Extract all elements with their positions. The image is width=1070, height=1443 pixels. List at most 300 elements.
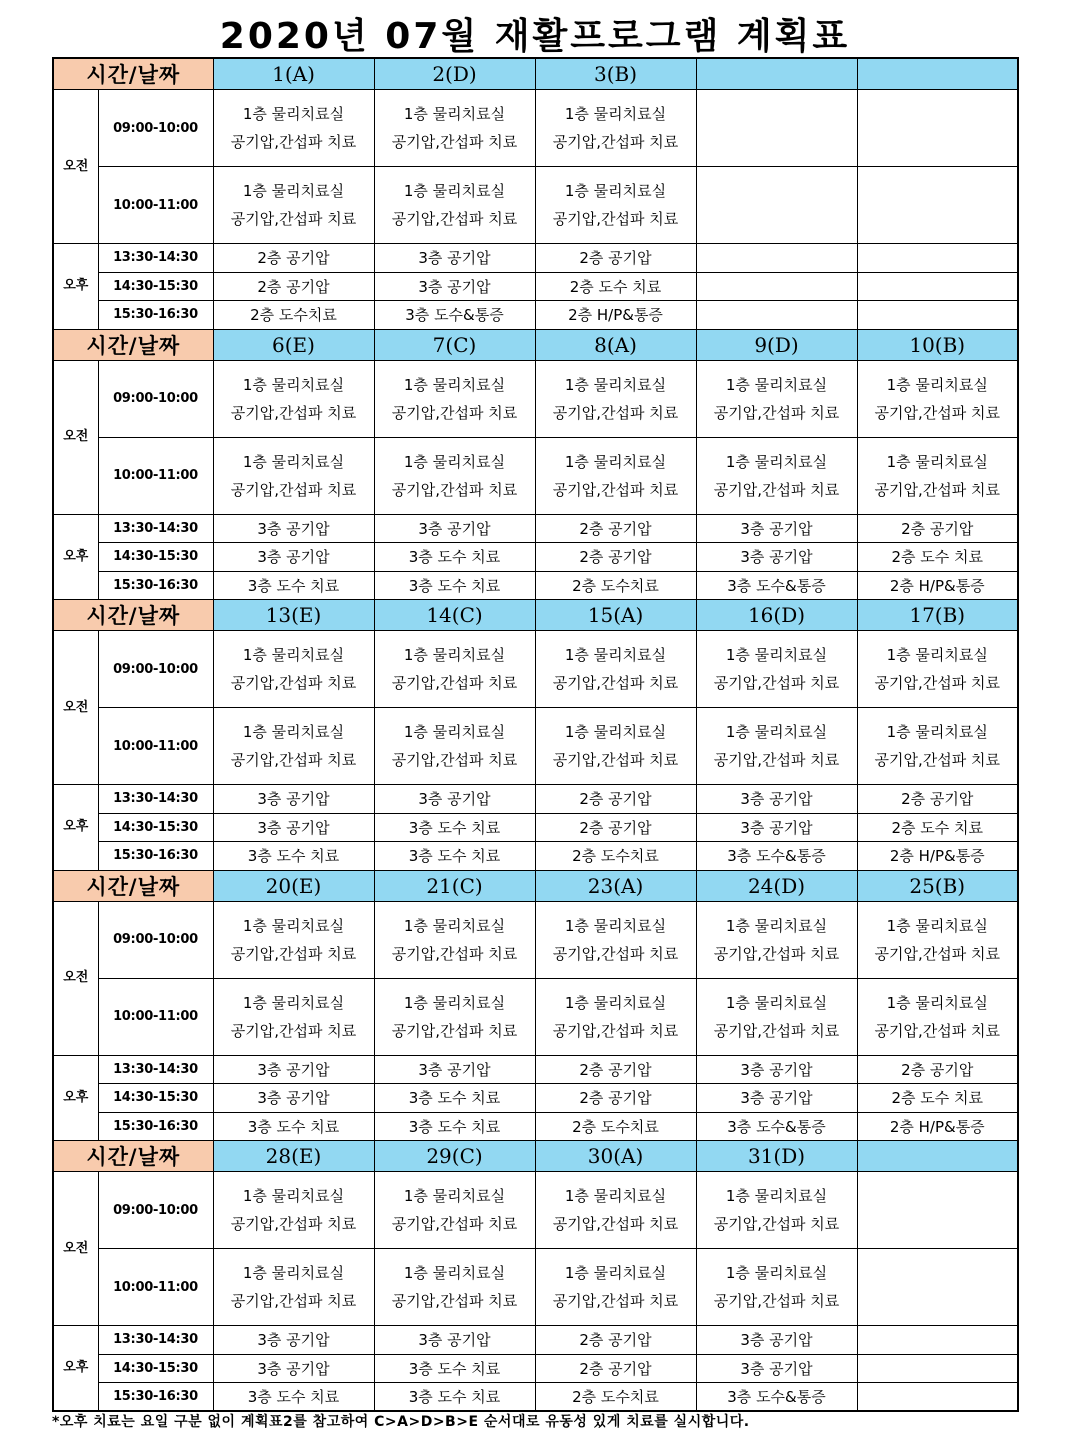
session-location: 1층 물리치료실 bbox=[564, 375, 667, 394]
session-location: 1층 물리치료실 bbox=[725, 916, 828, 935]
pm-slot-row bbox=[53, 1354, 1018, 1383]
session-location: 1층 물리치료실 bbox=[242, 1264, 345, 1282]
date-cell: 2(D) bbox=[374, 58, 535, 90]
session-cell: 2층 공기압 bbox=[213, 244, 374, 273]
date-cell: 7(C) bbox=[374, 329, 535, 360]
session-cell: 2층 공기압 bbox=[213, 272, 374, 301]
session-location: 1층 물리치료실 bbox=[886, 916, 988, 935]
session-treatment: 공기압,간섭파 치료 bbox=[713, 403, 840, 422]
session-treatment: 공기압,간섭파 치료 bbox=[230, 751, 357, 769]
footnote: *오후 치료는 요일 구분 없이 계획표2를 참고하여 C>A>D>B>E 순서대로 유동성 있게 치료를 실시합니다. bbox=[52, 1414, 750, 1430]
session-cell: 2층 공기압 bbox=[535, 244, 696, 273]
time-slot: 14:30-15:30 bbox=[98, 1354, 213, 1383]
session-cell bbox=[374, 90, 535, 167]
session-treatment bbox=[858, 205, 1018, 233]
session-treatment bbox=[858, 1210, 1018, 1238]
session-cell: 3층 공기압 bbox=[213, 543, 374, 572]
session-cell: 3층 도수 치료 bbox=[374, 1354, 535, 1383]
session-location bbox=[858, 100, 1018, 128]
week-header-row bbox=[53, 600, 1018, 631]
session-cell: 3층 도수&통증 bbox=[696, 571, 857, 600]
pm-slot-row bbox=[53, 813, 1018, 842]
session-cell bbox=[696, 901, 857, 978]
schedule-table bbox=[52, 57, 1019, 1412]
time-slot: 09:00-10:00 bbox=[98, 90, 213, 167]
time-date-label: 시간/날짜 bbox=[53, 600, 213, 631]
session-treatment bbox=[858, 1287, 1018, 1315]
session-cell: 3층 도수&통증 bbox=[696, 1383, 857, 1412]
pm-slot-row bbox=[53, 272, 1018, 301]
date-cell: 1(A) bbox=[213, 58, 374, 90]
date-cell: 10(B) bbox=[857, 329, 1018, 360]
session-cell bbox=[857, 90, 1018, 167]
session-treatment: 공기압,간섭파 치료 bbox=[230, 674, 357, 692]
pm-slot-row bbox=[53, 842, 1018, 871]
session-cell bbox=[857, 167, 1018, 244]
session-location: 1층 물리치료실 bbox=[564, 452, 667, 471]
session-location: 1층 물리치료실 bbox=[886, 646, 988, 664]
session-location bbox=[697, 100, 857, 128]
session-treatment: 공기압,간섭파 치료 bbox=[552, 944, 679, 963]
date-cell: 29(C) bbox=[374, 1141, 535, 1172]
session-cell bbox=[535, 360, 696, 437]
session-cell bbox=[535, 978, 696, 1055]
session-cell: 3층 도수 치료 bbox=[374, 571, 535, 600]
session-cell: 2층 도수 치료 bbox=[535, 272, 696, 301]
session-cell: 3층 공기압 bbox=[213, 1326, 374, 1355]
session-location: 1층 물리치료실 bbox=[564, 646, 667, 664]
session-treatment: 공기압,간섭파 치료 bbox=[552, 1021, 679, 1040]
time-slot: 14:30-15:30 bbox=[98, 543, 213, 572]
session-cell bbox=[696, 360, 857, 437]
am-slot-row bbox=[53, 1249, 1018, 1326]
time-slot: 10:00-11:00 bbox=[98, 1249, 213, 1326]
pm-slot-row bbox=[53, 1383, 1018, 1412]
session-cell bbox=[213, 1249, 374, 1326]
session-cell: 3층 공기압 bbox=[696, 543, 857, 572]
session-location: 1층 물리치료실 bbox=[403, 105, 506, 123]
pm-slot-row bbox=[53, 1055, 1018, 1084]
session-location: 1층 물리치료실 bbox=[242, 105, 345, 123]
time-slot: 13:30-14:30 bbox=[98, 1326, 213, 1355]
session-cell bbox=[696, 244, 857, 273]
session-treatment: 공기압,간섭파 치료 bbox=[230, 944, 357, 963]
session-cell bbox=[857, 1249, 1018, 1326]
session-cell: 2층 도수치료 bbox=[535, 1112, 696, 1141]
session-cell bbox=[535, 1172, 696, 1249]
time-slot: 15:30-16:30 bbox=[98, 571, 213, 600]
time-date-label: 시간/날짜 bbox=[53, 870, 213, 901]
session-location: 1층 물리치료실 bbox=[564, 993, 667, 1012]
session-location: 1층 물리치료실 bbox=[564, 182, 667, 200]
session-treatment: 공기압,간섭파 치료 bbox=[552, 1292, 679, 1310]
session-treatment: 공기압,간섭파 치료 bbox=[391, 210, 518, 228]
session-cell: 3층 공기압 bbox=[696, 1326, 857, 1355]
date-cell bbox=[857, 1141, 1018, 1172]
session-cell bbox=[696, 437, 857, 514]
page-title: 2020년 07월 재활프로그램 계획표 bbox=[219, 16, 851, 57]
pm-slot-row bbox=[53, 301, 1018, 330]
session-cell: 2층 공기압 bbox=[857, 1055, 1018, 1084]
session-location: 1층 물리치료실 bbox=[403, 723, 506, 741]
session-treatment: 공기압,간섭파 치료 bbox=[713, 751, 840, 769]
time-date-label: 시간/날짜 bbox=[53, 329, 213, 360]
session-cell bbox=[535, 631, 696, 708]
session-location: 1층 물리치료실 bbox=[403, 916, 506, 935]
date-cell: 21(C) bbox=[374, 870, 535, 901]
session-treatment: 공기압,간섭파 치료 bbox=[230, 210, 357, 228]
session-cell bbox=[535, 90, 696, 167]
session-cell bbox=[696, 708, 857, 785]
session-cell: 2층 도수치료 bbox=[535, 571, 696, 600]
session-cell: 2층 공기압 bbox=[535, 514, 696, 543]
session-location: 1층 물리치료실 bbox=[403, 1264, 506, 1282]
session-cell bbox=[213, 901, 374, 978]
session-cell bbox=[213, 360, 374, 437]
session-cell bbox=[374, 708, 535, 785]
period-pm: 오후 bbox=[53, 1326, 98, 1412]
time-slot: 10:00-11:00 bbox=[98, 978, 213, 1055]
session-cell bbox=[857, 301, 1018, 330]
session-cell bbox=[696, 631, 857, 708]
session-treatment: 공기압,간섭파 치료 bbox=[713, 1021, 840, 1040]
time-slot: 10:00-11:00 bbox=[98, 437, 213, 514]
period-am: 오전 bbox=[53, 90, 98, 244]
session-treatment: 공기압,간섭파 치료 bbox=[552, 1215, 679, 1233]
session-cell: 3층 공기압 bbox=[696, 1354, 857, 1383]
session-location: 1층 물리치료실 bbox=[242, 452, 345, 471]
session-cell: 2층 도수 치료 bbox=[857, 543, 1018, 572]
am-slot-row bbox=[53, 708, 1018, 785]
week-header-row bbox=[53, 870, 1018, 901]
session-cell bbox=[857, 360, 1018, 437]
session-location: 1층 물리치료실 bbox=[403, 993, 506, 1012]
session-cell bbox=[696, 1249, 857, 1326]
session-cell: 3층 공기압 bbox=[374, 244, 535, 273]
period-am: 오전 bbox=[53, 631, 98, 785]
session-cell: 2층 도수치료 bbox=[535, 842, 696, 871]
pm-slot-row bbox=[53, 571, 1018, 600]
pm-slot-row bbox=[53, 514, 1018, 543]
session-location: 1층 물리치료실 bbox=[725, 723, 828, 741]
session-location: 1층 물리치료실 bbox=[564, 105, 667, 123]
session-cell: 3층 도수 치료 bbox=[213, 1383, 374, 1412]
session-cell: 3층 도수 치료 bbox=[374, 1383, 535, 1412]
week-header-row bbox=[53, 1141, 1018, 1172]
session-treatment: 공기압,간섭파 치료 bbox=[552, 403, 679, 422]
time-date-label: 시간/날짜 bbox=[53, 1141, 213, 1172]
session-treatment: 공기압,간섭파 치료 bbox=[230, 480, 357, 499]
session-location: 1층 물리치료실 bbox=[886, 723, 988, 741]
session-cell bbox=[535, 437, 696, 514]
time-slot: 14:30-15:30 bbox=[98, 813, 213, 842]
session-cell: 3층 도수&통증 bbox=[374, 301, 535, 330]
time-slot: 15:30-16:30 bbox=[98, 301, 213, 330]
session-treatment: 공기압,간섭파 치료 bbox=[552, 751, 679, 769]
date-cell: 9(D) bbox=[696, 329, 857, 360]
time-slot: 09:00-10:00 bbox=[98, 360, 213, 437]
date-cell: 6(E) bbox=[213, 329, 374, 360]
session-treatment: 공기압,간섭파 치료 bbox=[552, 210, 679, 228]
session-treatment: 공기압,간섭파 치료 bbox=[713, 1215, 840, 1233]
session-treatment: 공기압,간섭파 치료 bbox=[230, 133, 357, 151]
session-treatment: 공기압,간섭파 치료 bbox=[230, 1292, 357, 1310]
session-location: 1층 물리치료실 bbox=[564, 723, 667, 741]
pm-slot-row bbox=[53, 1326, 1018, 1355]
date-cell: 13(E) bbox=[213, 600, 374, 631]
session-cell: 3층 공기압 bbox=[696, 785, 857, 814]
session-cell bbox=[857, 437, 1018, 514]
session-treatment: 공기압,간섭파 치료 bbox=[552, 674, 679, 692]
date-cell: 28(E) bbox=[213, 1141, 374, 1172]
session-location: 1층 물리치료실 bbox=[886, 993, 988, 1012]
session-treatment: 공기압,간섭파 치료 bbox=[874, 403, 1000, 422]
session-location: 1층 물리치료실 bbox=[242, 1187, 345, 1205]
session-location: 1층 물리치료실 bbox=[725, 1187, 828, 1205]
period-am: 오전 bbox=[53, 1172, 98, 1326]
date-cell: 16(D) bbox=[696, 600, 857, 631]
time-slot: 14:30-15:30 bbox=[98, 1084, 213, 1113]
session-treatment: 공기압,간섭파 치료 bbox=[391, 1021, 518, 1040]
session-cell bbox=[374, 631, 535, 708]
session-treatment: 공기압,간섭파 치료 bbox=[713, 480, 840, 499]
session-location: 1층 물리치료실 bbox=[725, 646, 828, 664]
session-cell bbox=[374, 437, 535, 514]
session-treatment: 공기압,간섭파 치료 bbox=[713, 944, 840, 963]
session-cell: 3층 도수 치료 bbox=[374, 1112, 535, 1141]
session-cell: 2층 H/P&통증 bbox=[857, 1112, 1018, 1141]
session-cell bbox=[213, 437, 374, 514]
session-location: 1층 물리치료실 bbox=[242, 993, 345, 1012]
date-cell: 14(C) bbox=[374, 600, 535, 631]
session-treatment: 공기압,간섭파 치료 bbox=[713, 674, 840, 692]
session-location: 1층 물리치료실 bbox=[242, 723, 345, 741]
session-cell: 3층 공기압 bbox=[696, 514, 857, 543]
pm-slot-row bbox=[53, 543, 1018, 572]
session-cell: 3층 공기압 bbox=[696, 1084, 857, 1113]
period-pm: 오후 bbox=[53, 1055, 98, 1141]
time-slot: 13:30-14:30 bbox=[98, 785, 213, 814]
time-slot: 14:30-15:30 bbox=[98, 272, 213, 301]
am-slot-row bbox=[53, 978, 1018, 1055]
session-location: 1층 물리치료실 bbox=[242, 182, 345, 200]
date-cell: 20(E) bbox=[213, 870, 374, 901]
session-cell: 2층 공기압 bbox=[535, 785, 696, 814]
session-cell bbox=[696, 301, 857, 330]
session-cell bbox=[374, 360, 535, 437]
time-slot: 15:30-16:30 bbox=[98, 842, 213, 871]
session-location bbox=[858, 177, 1018, 205]
session-cell: 3층 도수 치료 bbox=[213, 571, 374, 600]
session-cell bbox=[535, 167, 696, 244]
session-cell bbox=[857, 631, 1018, 708]
time-slot: 10:00-11:00 bbox=[98, 167, 213, 244]
am-slot-row bbox=[53, 901, 1018, 978]
session-cell bbox=[857, 1172, 1018, 1249]
session-location: 1층 물리치료실 bbox=[886, 375, 988, 394]
session-cell: 3층 공기압 bbox=[213, 813, 374, 842]
session-cell: 2층 공기압 bbox=[857, 785, 1018, 814]
session-cell: 3층 도수 치료 bbox=[374, 1084, 535, 1113]
date-cell bbox=[696, 58, 857, 90]
date-cell: 17(B) bbox=[857, 600, 1018, 631]
session-location bbox=[697, 177, 857, 205]
period-pm: 오후 bbox=[53, 785, 98, 871]
time-slot: 15:30-16:30 bbox=[98, 1112, 213, 1141]
session-location: 1층 물리치료실 bbox=[564, 1264, 667, 1282]
session-cell: 2층 도수 치료 bbox=[857, 1084, 1018, 1113]
session-treatment: 공기압,간섭파 치료 bbox=[230, 1215, 357, 1233]
session-cell bbox=[696, 167, 857, 244]
session-location: 1층 물리치료실 bbox=[725, 452, 828, 471]
session-treatment: 공기압,간섭파 치료 bbox=[552, 480, 679, 499]
session-cell bbox=[857, 1354, 1018, 1383]
time-date-label: 시간/날짜 bbox=[53, 58, 213, 90]
session-treatment: 공기압,간섭파 치료 bbox=[391, 751, 518, 769]
session-cell: 3층 공기압 bbox=[374, 272, 535, 301]
time-slot: 13:30-14:30 bbox=[98, 514, 213, 543]
session-cell bbox=[696, 272, 857, 301]
period-am: 오전 bbox=[53, 901, 98, 1055]
session-cell bbox=[857, 272, 1018, 301]
session-cell: 3층 도수 치료 bbox=[213, 1112, 374, 1141]
session-cell: 3층 공기압 bbox=[374, 514, 535, 543]
session-cell bbox=[857, 978, 1018, 1055]
session-cell: 3층 공기압 bbox=[213, 514, 374, 543]
session-location bbox=[858, 1259, 1018, 1287]
date-cell: 25(B) bbox=[857, 870, 1018, 901]
session-cell: 3층 공기압 bbox=[374, 785, 535, 814]
session-location: 1층 물리치료실 bbox=[403, 452, 506, 471]
session-cell bbox=[213, 978, 374, 1055]
session-cell bbox=[213, 167, 374, 244]
session-location: 1층 물리치료실 bbox=[886, 452, 988, 471]
session-treatment: 공기압,간섭파 치료 bbox=[391, 674, 518, 692]
session-location: 1층 물리치료실 bbox=[403, 182, 506, 200]
session-cell: 3층 공기압 bbox=[374, 1055, 535, 1084]
period-pm: 오후 bbox=[53, 514, 98, 600]
session-treatment: 공기압,간섭파 치료 bbox=[391, 944, 518, 963]
session-cell: 3층 도수 치료 bbox=[213, 842, 374, 871]
session-treatment: 공기압,간섭파 치료 bbox=[874, 480, 1000, 499]
session-cell: 3층 공기압 bbox=[696, 1055, 857, 1084]
date-cell: 30(A) bbox=[535, 1141, 696, 1172]
session-cell bbox=[213, 708, 374, 785]
session-location: 1층 물리치료실 bbox=[403, 375, 506, 394]
time-slot: 10:00-11:00 bbox=[98, 708, 213, 785]
date-cell: 23(A) bbox=[535, 870, 696, 901]
session-location: 1층 물리치료실 bbox=[725, 1264, 828, 1282]
session-cell: 3층 도수 치료 bbox=[374, 543, 535, 572]
session-treatment: 공기압,간섭파 치료 bbox=[391, 403, 518, 422]
session-treatment: 공기압,간섭파 치료 bbox=[874, 1021, 1000, 1040]
session-location: 1층 물리치료실 bbox=[403, 1187, 506, 1205]
session-cell bbox=[213, 1172, 374, 1249]
session-cell: 2층 공기압 bbox=[535, 1326, 696, 1355]
session-cell: 2층 도수 치료 bbox=[857, 813, 1018, 842]
date-cell bbox=[857, 58, 1018, 90]
session-cell: 2층 공기압 bbox=[535, 813, 696, 842]
date-cell: 15(A) bbox=[535, 600, 696, 631]
session-treatment: 공기압,간섭파 치료 bbox=[391, 480, 518, 499]
session-cell bbox=[535, 1249, 696, 1326]
am-slot-row bbox=[53, 437, 1018, 514]
period-am: 오전 bbox=[53, 360, 98, 514]
session-cell bbox=[374, 978, 535, 1055]
pm-slot-row bbox=[53, 1084, 1018, 1113]
session-treatment: 공기압,간섭파 치료 bbox=[713, 1292, 840, 1310]
session-treatment: 공기압,간섭파 치료 bbox=[874, 751, 1000, 769]
time-slot: 09:00-10:00 bbox=[98, 1172, 213, 1249]
session-treatment: 공기압,간섭파 치료 bbox=[230, 1021, 357, 1040]
session-cell: 3층 공기압 bbox=[374, 1326, 535, 1355]
time-slot: 15:30-16:30 bbox=[98, 1383, 213, 1412]
session-cell: 3층 공기압 bbox=[213, 1354, 374, 1383]
date-cell: 3(B) bbox=[535, 58, 696, 90]
session-cell bbox=[857, 1326, 1018, 1355]
date-cell: 31(D) bbox=[696, 1141, 857, 1172]
am-slot-row bbox=[53, 1172, 1018, 1249]
session-cell: 2층 공기압 bbox=[535, 543, 696, 572]
session-treatment: 공기압,간섭파 치료 bbox=[391, 133, 518, 151]
pm-slot-row bbox=[53, 785, 1018, 814]
session-treatment bbox=[858, 128, 1018, 156]
am-slot-row bbox=[53, 360, 1018, 437]
session-location: 1층 물리치료실 bbox=[725, 375, 828, 394]
session-treatment: 공기압,간섭파 치료 bbox=[874, 674, 1000, 692]
session-treatment: 공기압,간섭파 치료 bbox=[391, 1215, 518, 1233]
session-cell bbox=[374, 1172, 535, 1249]
session-cell bbox=[696, 1172, 857, 1249]
session-location: 1층 물리치료실 bbox=[725, 993, 828, 1012]
session-cell: 3층 공기압 bbox=[213, 1084, 374, 1113]
date-cell: 24(D) bbox=[696, 870, 857, 901]
session-location: 1층 물리치료실 bbox=[242, 646, 345, 664]
session-treatment: 공기압,간섭파 치료 bbox=[391, 1292, 518, 1310]
session-cell bbox=[374, 901, 535, 978]
date-cell: 8(A) bbox=[535, 329, 696, 360]
week-header-row bbox=[53, 329, 1018, 360]
session-cell: 3층 공기압 bbox=[213, 1055, 374, 1084]
session-cell: 2층 공기압 bbox=[535, 1354, 696, 1383]
session-treatment: 공기압,간섭파 치료 bbox=[874, 944, 1000, 963]
session-cell bbox=[535, 708, 696, 785]
session-treatment bbox=[697, 205, 857, 233]
time-slot: 13:30-14:30 bbox=[98, 1055, 213, 1084]
session-location: 1층 물리치료실 bbox=[564, 916, 667, 935]
session-cell: 2층 공기압 bbox=[535, 1084, 696, 1113]
session-cell: 2층 공기압 bbox=[857, 514, 1018, 543]
session-cell: 2층 H/P&통증 bbox=[857, 842, 1018, 871]
time-slot: 09:00-10:00 bbox=[98, 631, 213, 708]
session-location: 1층 물리치료실 bbox=[242, 375, 345, 394]
session-treatment bbox=[697, 128, 857, 156]
am-slot-row bbox=[53, 167, 1018, 244]
session-location: 1층 물리치료실 bbox=[564, 1187, 667, 1205]
session-cell bbox=[374, 167, 535, 244]
session-cell bbox=[857, 244, 1018, 273]
session-cell: 2층 도수치료 bbox=[213, 301, 374, 330]
session-cell bbox=[213, 631, 374, 708]
time-slot: 13:30-14:30 bbox=[98, 244, 213, 273]
session-cell: 3층 공기압 bbox=[213, 785, 374, 814]
session-cell: 3층 공기압 bbox=[696, 813, 857, 842]
session-cell bbox=[696, 978, 857, 1055]
session-cell: 2층 공기압 bbox=[535, 1055, 696, 1084]
am-slot-row bbox=[53, 631, 1018, 708]
session-cell bbox=[857, 708, 1018, 785]
pm-slot-row bbox=[53, 244, 1018, 273]
